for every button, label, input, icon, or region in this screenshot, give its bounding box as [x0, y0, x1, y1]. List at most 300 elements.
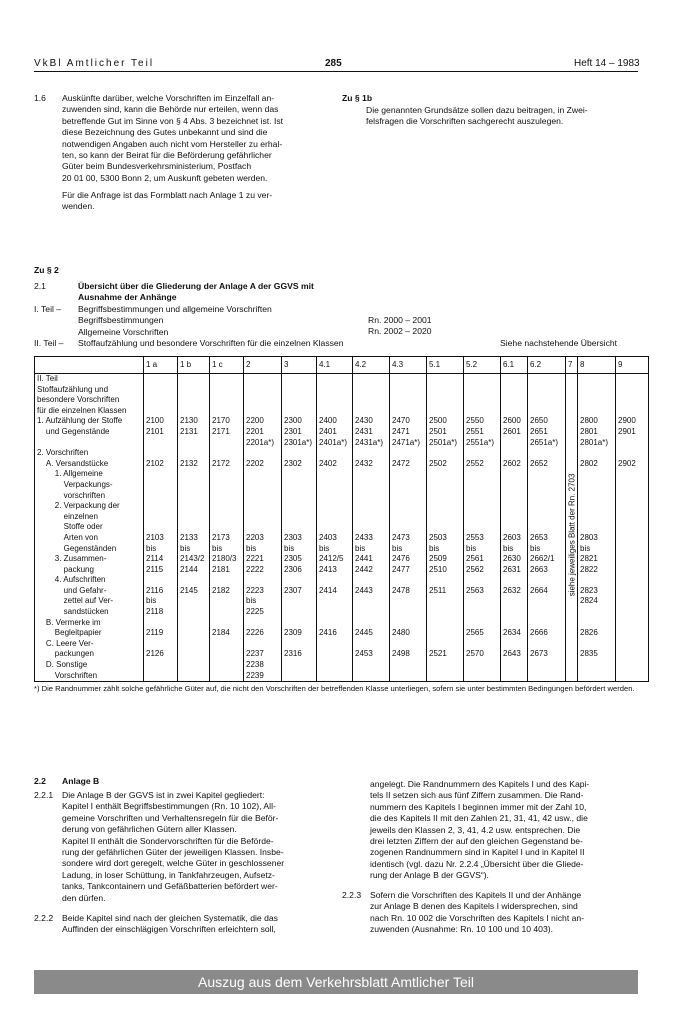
cell-line: 2143/2	[180, 554, 205, 564]
cell-line	[146, 406, 175, 417]
cell-line: 2470	[392, 416, 410, 426]
cell-line: 2431	[355, 426, 373, 436]
cell-line: 2477	[392, 564, 410, 574]
cell-line	[146, 448, 175, 459]
part-1-rn	[368, 315, 432, 338]
cell-line	[180, 438, 207, 449]
cell-line	[355, 374, 387, 385]
cell-line	[530, 639, 563, 650]
cell-line	[246, 522, 279, 533]
text-line: Rn. 2002 – 2020	[368, 326, 432, 337]
cell-line	[580, 575, 613, 586]
cell-line	[355, 501, 387, 512]
cell-line: 2511	[429, 585, 447, 595]
cell-line: bis	[212, 543, 223, 553]
cell-line	[466, 385, 498, 396]
cell-line	[618, 438, 646, 449]
cell-line: 2502	[429, 458, 447, 468]
cell-line	[429, 501, 461, 512]
cell-line: sandstücken	[37, 607, 109, 617]
cell-line: bis	[146, 543, 157, 553]
cell-line	[392, 596, 424, 607]
cell-line	[580, 469, 613, 480]
cell-line	[146, 575, 175, 586]
cell-line	[146, 374, 175, 385]
cell-line	[146, 522, 175, 533]
cell-line	[355, 395, 387, 406]
cell-line	[212, 596, 241, 607]
table-cell	[616, 374, 649, 682]
cell-line	[319, 448, 350, 459]
classification-table	[34, 356, 649, 682]
cell-line: für die einzelnen Klassen	[37, 405, 127, 415]
cell-line	[284, 385, 314, 396]
cell-line: 2433	[355, 532, 373, 542]
journal-title: VkBl Amtlicher Teil	[34, 58, 155, 69]
column-header: 8	[578, 357, 616, 374]
cell-line	[355, 522, 387, 533]
text-line: Sofern die Vorschriften des Kapitels II und der Anhänge	[370, 890, 582, 900]
cell-line: 2401	[319, 426, 337, 436]
cell-line	[146, 469, 175, 480]
cell-line	[466, 480, 498, 491]
cell-line: 2131	[180, 426, 198, 436]
cell-line: bis	[246, 543, 257, 553]
section-2-2-2-text	[62, 913, 334, 936]
cell-line	[530, 406, 563, 417]
cell-line	[530, 607, 563, 618]
table-cell	[528, 374, 566, 682]
cell-line	[392, 575, 424, 586]
cell-line	[246, 491, 279, 502]
cell-line: 2503	[429, 532, 447, 542]
cell-line	[319, 501, 350, 512]
cell-line	[503, 512, 525, 523]
text-line: gemeine Vorschriften und Verhaltensregeln für die Beför-	[62, 812, 279, 823]
table-footnote: *) Die Randnummer zählt solche gefährliche Güter auf, die nicht den Vorschriften der betreffenden Klasse unterliegen, sofern sie unter bestimmten Bedingungen befördert werden.	[34, 684, 635, 693]
cell-line	[319, 395, 350, 406]
cell-line: 2651	[530, 426, 548, 436]
cell-line: 2238	[246, 660, 264, 670]
cell-line: 2203	[246, 532, 264, 542]
cell-line: 2551a*)	[466, 437, 495, 447]
section-number: 2.2.3	[342, 890, 362, 900]
section-1b-text	[366, 105, 638, 128]
cell-line	[429, 395, 461, 406]
cell-line	[180, 385, 207, 396]
cell-line: 2563	[466, 585, 484, 595]
text-line: den dürfen.	[62, 892, 106, 903]
cell-line: 2602	[503, 458, 521, 468]
text-line: zogenen Randnummern sind in Kapitel I und in Kapitel II	[370, 847, 585, 858]
table-cell	[464, 374, 501, 682]
cell-line	[503, 385, 525, 396]
cell-line: 2223	[246, 585, 264, 595]
cell-line	[146, 385, 175, 396]
cell-line	[429, 618, 461, 629]
cell-line	[392, 512, 424, 523]
cell-line	[618, 406, 646, 417]
cell-line: 2900	[618, 416, 636, 426]
cell-line	[146, 395, 175, 406]
cell-line	[180, 491, 207, 502]
cell-line: A. Versandstücke	[37, 458, 109, 468]
cell-line	[392, 395, 424, 406]
text-line: rung der Anlage B der GGVS“).	[370, 870, 489, 881]
cell-line	[429, 406, 461, 417]
cell-line	[246, 501, 279, 512]
cell-line	[246, 374, 279, 385]
cell-line: 4. Aufschriften	[37, 575, 106, 585]
cell-line	[580, 618, 613, 629]
cell-line	[355, 491, 387, 502]
cell-line: 2551	[466, 426, 484, 436]
cell-line	[618, 374, 646, 385]
cell-line: bis	[392, 543, 403, 553]
cell-line: 2510	[429, 564, 447, 574]
cell-line	[392, 448, 424, 459]
cell-line: 2401a*)	[319, 437, 348, 447]
text-line: felsfragen die Vorschriften sachgerecht auszulegen.	[366, 116, 564, 127]
cell-line	[530, 491, 563, 502]
cell-line: 2173	[212, 532, 230, 542]
cell-line: und Gegenstände	[37, 426, 110, 436]
cell-line: 2181	[212, 564, 230, 574]
cell-line: zettel auf Ver-	[37, 596, 114, 606]
cell-line	[319, 596, 350, 607]
cell-line: 2221	[246, 554, 264, 564]
cell-line: 2471	[392, 426, 410, 436]
cell-line: 2663	[530, 564, 548, 574]
text-line: tanks, Tankcontainern und Gefäßbatterien befördert wer-	[62, 881, 278, 892]
cell-line: 2653	[530, 532, 548, 542]
cell-line: 2400	[319, 416, 337, 426]
cell-line	[466, 639, 498, 650]
cell-line: 2301a*)	[284, 437, 313, 447]
cell-line: Stoffe oder	[37, 522, 103, 532]
column-header: 4.1	[317, 357, 353, 374]
column-header: 5.2	[464, 357, 501, 374]
table-cell	[144, 374, 178, 682]
text-line: sondere wird dort geregelt, welche Güter in geschlossener	[62, 858, 285, 869]
cell-line	[530, 575, 563, 586]
cell-line	[392, 385, 424, 396]
cell-line	[466, 607, 498, 618]
cell-line: 2800	[580, 416, 598, 426]
cell-line	[246, 448, 279, 459]
cell-line	[284, 639, 314, 650]
cell-line	[246, 639, 279, 650]
cell-line	[580, 406, 613, 417]
cell-line: 2552	[466, 458, 484, 468]
cell-line: 2801	[580, 426, 598, 436]
cell-line	[246, 469, 279, 480]
text-line: 20 01 00, 5300 Bonn 2, um Auskunft gebeten werden.	[62, 172, 268, 183]
footer-banner: Auszug aus dem Verkehrsblatt Amtlicher Teil	[34, 970, 638, 994]
cell-line: 2430	[355, 416, 373, 426]
table-cell	[178, 374, 210, 682]
cell-line: 2414	[319, 585, 337, 595]
cell-line: 2144	[180, 564, 198, 574]
cell-line: 3. Zusammen-	[37, 554, 107, 564]
cell-line: 2102	[146, 458, 164, 468]
cell-line	[429, 607, 461, 618]
cell-line	[246, 395, 279, 406]
cell-line	[284, 395, 314, 406]
cell-line	[466, 618, 498, 629]
cell-line	[180, 575, 207, 586]
text-line: Für die Anfrage ist das Formblatt nach Anlage 1 zu ver-	[62, 190, 273, 200]
cell-line	[503, 639, 525, 650]
cell-line	[466, 448, 498, 459]
cell-line: 2101	[146, 426, 164, 436]
cell-line: 2821	[580, 554, 598, 564]
cell-line: 2630	[503, 554, 521, 564]
column-header: 3	[282, 357, 317, 374]
cell-line	[180, 406, 207, 417]
column-header: 7	[566, 357, 578, 374]
issue-label: Heft 14 – 1983	[574, 58, 640, 69]
cell-line	[355, 448, 387, 459]
cell-line	[392, 618, 424, 629]
text-line: die des Kapitels II mit den Zahlen 21, 31, 41, 42 usw., die	[370, 813, 588, 824]
cell-line	[618, 448, 646, 459]
cell-line	[212, 491, 241, 502]
cell-line	[466, 522, 498, 533]
cell-line	[503, 491, 525, 502]
cell-line: 2601	[503, 426, 521, 436]
cell-line: 2226	[246, 628, 264, 638]
column-header: 2	[244, 357, 282, 374]
cell-line	[212, 406, 241, 417]
cell-line: 2132	[180, 458, 198, 468]
cell-line: bis	[180, 543, 191, 553]
table-header-row	[35, 357, 649, 374]
cell-line: 2441	[355, 554, 373, 564]
cell-line	[580, 395, 613, 406]
cell-line	[146, 501, 175, 512]
cell-line: 1. Allgemeine	[37, 469, 103, 479]
cell-line: 2634	[503, 628, 521, 638]
text-line: zuwenden sind, kann die Behörde nur erteilen, wenn das	[62, 104, 279, 115]
cell-line	[429, 374, 461, 385]
cell-line	[355, 480, 387, 491]
section-heading: Zu § 2	[34, 265, 59, 275]
cell-line	[180, 374, 207, 385]
cell-line	[319, 607, 350, 618]
cell-line: 2803	[580, 532, 598, 542]
text-line: Begriffsbestimmungen und allgemeine Vorschriften	[78, 304, 272, 314]
cell-line	[466, 596, 498, 607]
cell-line: 2442	[355, 564, 373, 574]
cell-line: 2416	[319, 628, 337, 638]
text-line: Allgemeine Vorschriften	[78, 326, 169, 337]
cell-line: 2184	[212, 628, 230, 638]
cell-line: C. Leere Ver-	[37, 638, 94, 648]
cell-line	[319, 491, 350, 502]
cell-line: 2202	[246, 458, 264, 468]
cell-line	[466, 469, 498, 480]
cell-line	[580, 607, 613, 618]
cell-line: 2802	[580, 458, 598, 468]
cell-line	[503, 522, 525, 533]
text-line: Ausnahme der Anhänge	[78, 292, 177, 303]
cell-line: 2237	[246, 649, 264, 659]
cell-line	[284, 480, 314, 491]
cell-line: 2509	[429, 554, 447, 564]
cell-line: bis	[146, 596, 157, 606]
cell-line	[429, 628, 461, 639]
cell-line: 2239	[246, 670, 264, 680]
cell-line: 1. Aufzählung der Stoffe	[37, 416, 123, 426]
cell-line: 2114	[146, 554, 164, 564]
table-cell	[244, 374, 282, 682]
cell-line	[429, 596, 461, 607]
cell-line: bis	[319, 543, 330, 553]
cell-line: 2225	[246, 607, 264, 617]
cell-line	[212, 522, 241, 533]
cell-line: vorschriften	[37, 490, 106, 500]
cell-line	[466, 395, 498, 406]
cell-line	[319, 618, 350, 629]
cell-line: 2643	[503, 649, 521, 659]
cell-line	[246, 575, 279, 586]
cell-line	[146, 512, 175, 523]
cell-line	[503, 618, 525, 629]
cell-line	[355, 639, 387, 650]
cell-line	[146, 639, 175, 650]
cell-line: 2302	[284, 458, 302, 468]
cell-line: 2180/3	[212, 554, 237, 564]
cell-line: 2901	[618, 426, 636, 436]
cell-line: 2500	[429, 416, 447, 426]
text-line: tels II setzen sich aus fünf Ziffern zusammen. Die Rand-	[370, 790, 584, 801]
see-overview-note: Siehe nachstehende Übersicht	[500, 338, 618, 348]
text-line: notwendigen Angaben auch nicht vom Hersteller zu erhal-	[62, 138, 283, 149]
cell-line	[580, 480, 613, 491]
section-number: 1.6	[34, 93, 46, 103]
column-header: 4.2	[353, 357, 390, 374]
cell-line: bis	[284, 543, 295, 553]
cell-line: 2498	[392, 649, 410, 659]
cell-line: packung	[37, 564, 94, 574]
cell-line: 2824	[580, 596, 598, 606]
cell-line	[212, 512, 241, 523]
cell-line	[392, 501, 424, 512]
text-line: Begriffsbestimmungen	[78, 315, 164, 326]
cell-line: 2119	[146, 628, 164, 638]
cell-line	[355, 512, 387, 523]
cell-line	[284, 406, 314, 417]
cell-line	[429, 522, 461, 533]
cell-line	[530, 395, 563, 406]
cell-line: 2600	[503, 416, 521, 426]
cell-line	[284, 618, 314, 629]
text-line: Kapitel II enthält die Sondervorschriften für die Beförde-	[62, 835, 274, 846]
cell-line	[212, 575, 241, 586]
cell-line	[503, 438, 525, 449]
cell-line	[580, 501, 613, 512]
cell-line	[355, 575, 387, 586]
cell-line	[284, 575, 314, 586]
cell-line	[429, 491, 461, 502]
cell-line: Gegenständen	[37, 543, 117, 553]
cell-line	[503, 395, 525, 406]
section-1-6-text-2	[62, 190, 330, 213]
cell-line	[146, 491, 175, 502]
cell-line: 2478	[392, 585, 410, 595]
cell-line: 2130	[180, 416, 198, 426]
cell-line: 2201a*)	[246, 437, 275, 447]
cell-line	[618, 395, 646, 406]
text-line: ten, so kann der Beirat für die Beförderung gefährlicher	[62, 150, 272, 161]
section-number: 2.2.2	[34, 913, 54, 923]
cell-line	[355, 596, 387, 607]
cell-line: packungen	[37, 649, 94, 659]
cell-line: 2201	[246, 426, 264, 436]
column-header: 1 c	[210, 357, 244, 374]
cell-line: 2307	[284, 585, 302, 595]
cell-line: 2445	[355, 628, 373, 638]
text-line: zur Anlage B denen des Kapitels I widersprechen, sind	[370, 901, 578, 912]
cell-line: 2570	[466, 649, 484, 659]
cell-line: 2133	[180, 532, 198, 542]
cell-line	[355, 607, 387, 618]
cell-line: 2303	[284, 532, 302, 542]
cell-line: 2413	[319, 564, 337, 574]
cell-line: 2501	[429, 426, 447, 436]
cell-line	[530, 448, 563, 459]
cell-line	[180, 448, 207, 459]
cell-line	[319, 512, 350, 523]
text-line: Kapitel I enthält Begriffsbestimmungen (Rn. 10 102), All-	[62, 801, 276, 812]
cell-line: 2172	[212, 458, 230, 468]
cell-line: II. Teil	[37, 374, 58, 383]
cell-line	[212, 618, 241, 629]
cell-line	[503, 469, 525, 480]
text-line: rung der gefährlichen Güter der jeweiligen Klassen. Insbe-	[62, 847, 284, 858]
cell-line	[530, 385, 563, 396]
page-number: 285	[325, 58, 342, 69]
cell-line	[319, 374, 350, 385]
column-header	[35, 357, 144, 374]
cell-line	[212, 480, 241, 491]
cell-line	[180, 480, 207, 491]
cell-line	[284, 469, 314, 480]
cell-line: 2100	[146, 416, 164, 426]
table-cell	[578, 374, 616, 682]
cell-line: 2309	[284, 628, 302, 638]
cell-line	[580, 374, 613, 385]
cell-line	[212, 438, 241, 449]
cell-line	[580, 385, 613, 396]
text-line: zuwenden (Ausnahme: Rn. 10 100 und 10 403).	[370, 924, 553, 935]
cell-line	[212, 448, 241, 459]
cell-line	[284, 501, 314, 512]
table-row	[35, 374, 649, 682]
text-line: Beide Kapitel sind nach der gleichen Systematik, die das	[62, 913, 278, 923]
column-header: 9	[616, 357, 649, 374]
text-line: Ladung, in loser Schüttung, in Tankfahrzeugen, Aufsetz-	[62, 869, 275, 880]
part-1-label: I. Teil –	[34, 304, 62, 314]
cell-line	[580, 512, 613, 523]
cell-line: B. Vermerke im	[37, 617, 101, 627]
cell-line: 2666	[530, 628, 548, 638]
section-number: 2.2	[34, 776, 46, 786]
cell-line: 2652	[530, 458, 548, 468]
section-2-2-3-text	[370, 890, 638, 936]
cell-line: Verpackungs-	[37, 479, 113, 489]
